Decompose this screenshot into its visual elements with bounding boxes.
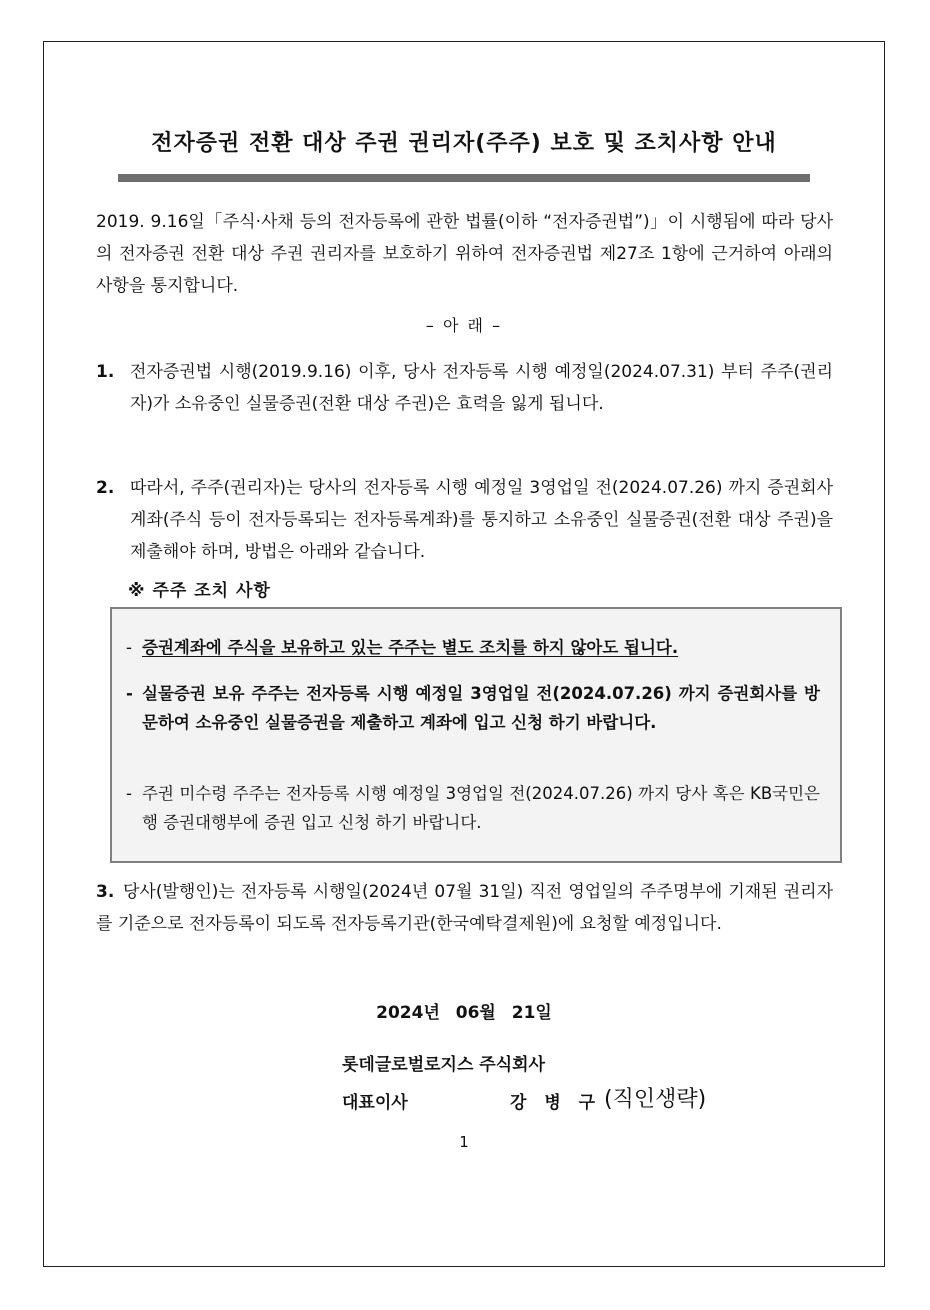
- document-title: 전자증권 전환 대상 주권 권리자(주주) 보호 및 조치사항 안내: [151, 131, 777, 156]
- ceo-label: 대표이사: [342, 1093, 408, 1113]
- item-text: 당사(발행인)는 전자등록 시행일(2024년 07월 31일) 직전 영업일의 주주명부에 기재된 권리자를 기준으로 전자등록이 되도록 전자등록기관(한국예탁결제원)에 요청할 예정입니다.: [96, 882, 833, 934]
- item-number: 1.: [96, 362, 115, 382]
- action-bullet-1: [126, 633, 820, 662]
- item-text: 따라서, 주주(권리자)는 당사의 전자등록 시행 예정일 3영업일 전(2024.07.26) 까지 증권회사 계좌(주식 등이 전자등록되는 전자등록계좌)를 통지하고 소유중인 실물증권(전환 대상 주권)을 제출해야 하며, 방법은 아래와 같습니다.: [130, 478, 833, 562]
- item-number: 3.: [96, 882, 115, 902]
- notice-item-1: [96, 356, 833, 420]
- item-number: 2.: [96, 478, 115, 498]
- ceo-name: 강 병 구: [510, 1093, 602, 1113]
- notice-item-2: [96, 472, 833, 568]
- bullet-dash: -: [126, 684, 133, 703]
- bullet-text: 실물증권 보유 주주는 전자등록 시행 예정일 3영업일 전(2024.07.26) 까지 증권회사를 방문하여 소유중인 실물증권을 제출하고 계좌에 입고 신청 하기 바랍니다.: [142, 684, 820, 732]
- title-underline-bar: [118, 174, 810, 182]
- intro-paragraph: 2019. 9.16일「주식·사채 등의 전자등록에 관한 법률(이하 “전자증권법”)」이 시행됨에 따라 당사의 전자증권 전환 대상 주권 권리자를 보호하기 위하여 전자증권법 제27조 1항에 근거하여 아래의 사항을 통지합니다.: [96, 212, 833, 296]
- bullet-text: 증권계좌에 주식을 보유하고 있는 주주는 별도 조치를 하지 않아도 됩니다.: [142, 638, 679, 657]
- section-divider-arae: – 아 래 –: [425, 316, 503, 335]
- item-text: 전자증권법 시행(2019.9.16) 이후, 당사 전자등록 시행 예정일(2024.07.31) 부터 주주(권리자)가 소유중인 실물증권(전환 대상 주권)은 효력을 잃게 됩니다.: [130, 362, 833, 414]
- shareholder-action-box: [110, 607, 842, 863]
- seal-omitted-note: (직인생략): [604, 1087, 707, 1112]
- action-bullet-2: [126, 679, 820, 737]
- action-title: ※ 주주 조치 사항: [128, 581, 271, 601]
- action-bullet-3: [126, 779, 820, 837]
- bullet-text: 주권 미수령 주주는 전자등록 시행 예정일 3영업일 전(2024.07.26) 까지 당사 혹은 KB국민은행 증권대행부에 증권 입고 신청 하기 바랍니다.: [142, 784, 820, 832]
- notice-item-3: [96, 876, 833, 940]
- bullet-dash: -: [126, 638, 132, 657]
- page-number: 1: [459, 1133, 469, 1151]
- bullet-dash: -: [126, 784, 132, 803]
- notice-date: 2024년 06월 21일: [376, 1003, 552, 1023]
- company-name: 롯데글로벌로지스 주식회사: [342, 1055, 545, 1075]
